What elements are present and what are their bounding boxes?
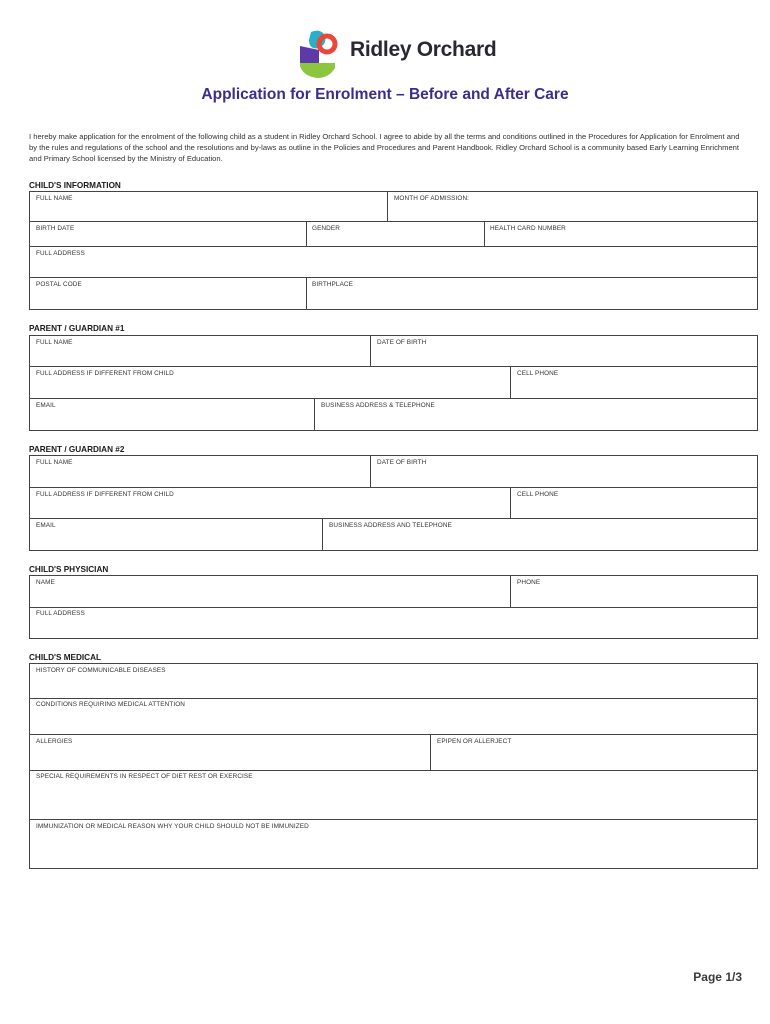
- medical-history-field[interactable]: HISTORY OF COMMUNICABLE DISEASES: [36, 667, 166, 674]
- divider: [29, 487, 758, 488]
- child-birthplace-field[interactable]: BIRTHPLACE: [312, 281, 354, 288]
- medical-allergies-field[interactable]: ALLERGIES: [36, 738, 73, 745]
- divider: [29, 770, 758, 771]
- divider: [430, 734, 431, 770]
- parent2-address-field[interactable]: FULL ADDRESS IF DIFFERENT FROM CHILD: [36, 491, 174, 498]
- divider: [29, 277, 758, 278]
- parent1-dob-field[interactable]: DATE OF BIRTH: [377, 339, 427, 346]
- section-heading-physician: CHILD'S PHYSICIAN: [29, 565, 109, 574]
- medical-conditions-field[interactable]: CONDITIONS REQUIRING MEDICAL ATTENTION: [36, 701, 186, 708]
- divider: [510, 575, 511, 607]
- section-heading-medical: CHILD'S MEDICAL: [29, 653, 101, 662]
- divider: [510, 366, 511, 398]
- medical-table: [29, 663, 758, 869]
- child-info-table: [29, 191, 758, 310]
- divider: [387, 191, 388, 221]
- physician-address-field[interactable]: FULL ADDRESS: [36, 610, 85, 617]
- divider: [29, 366, 758, 367]
- parent2-email-field[interactable]: EMAIL: [36, 522, 56, 529]
- parent2-full-name-field[interactable]: FULL NAME: [36, 459, 73, 466]
- child-full-address-field[interactable]: FULL ADDRESS: [36, 250, 85, 257]
- medical-epipen-field[interactable]: EPIPEN OR ALLERJECT: [437, 738, 512, 745]
- parent1-email-field[interactable]: EMAIL: [36, 402, 56, 409]
- divider: [29, 698, 758, 699]
- divider: [29, 607, 758, 608]
- divider: [322, 518, 323, 551]
- divider: [306, 277, 307, 310]
- divider: [29, 819, 758, 820]
- divider: [370, 335, 371, 366]
- divider: [306, 221, 307, 246]
- parent2-table: [29, 455, 758, 551]
- section-heading-parent1: PARENT / GUARDIAN #1: [29, 324, 125, 333]
- child-birth-date-field[interactable]: BIRTH DATE: [36, 225, 75, 232]
- parent2-business-field[interactable]: BUSINESS ADDRESS AND TELEPHONE: [329, 522, 452, 529]
- divider: [370, 455, 371, 487]
- divider: [484, 221, 485, 246]
- parent2-cell-field[interactable]: CELL PHONE: [517, 491, 559, 498]
- physician-name-field[interactable]: NAME: [36, 579, 55, 586]
- logo-mark-icon: [299, 26, 349, 80]
- child-postal-code-field[interactable]: POSTAL CODE: [36, 281, 82, 288]
- medical-special-field[interactable]: SPECIAL REQUIREMENTS IN RESPECT OF DIET REST OR EXERCISE: [36, 773, 253, 780]
- child-health-card-field[interactable]: HEALTH CARD NUMBER: [490, 225, 566, 232]
- divider: [29, 734, 758, 735]
- child-full-name-field[interactable]: FULL NAME: [36, 195, 73, 202]
- parent1-business-field[interactable]: BUSINESS ADDRESS & TELEPHONE: [321, 402, 435, 409]
- page-title: Application for Enrolment – Before and After Care: [201, 86, 569, 103]
- section-heading-child: CHILD'S INFORMATION: [29, 181, 121, 190]
- parent1-full-name-field[interactable]: FULL NAME: [36, 339, 73, 346]
- parent1-cell-field[interactable]: CELL PHONE: [517, 370, 559, 377]
- divider: [510, 487, 511, 518]
- divider: [29, 518, 758, 519]
- parent2-dob-field[interactable]: DATE OF BIRTH: [377, 459, 427, 466]
- divider: [29, 246, 758, 247]
- brand-name: Ridley Orchard: [350, 38, 497, 61]
- divider: [29, 398, 758, 399]
- child-gender-field[interactable]: GENDER: [312, 225, 340, 232]
- divider: [29, 221, 758, 222]
- parent1-address-field[interactable]: FULL ADDRESS IF DIFFERENT FROM CHILD: [36, 370, 174, 377]
- intro-paragraph: I hereby make application for the enrolment of the following child as a student in Ridley Orchard School. I agree to abide by all the terms and conditions outlined in the Procedures for Application for Enrolment and by the rules and regulations of the school and the resolutions and by-laws as outline in the Policies and Procedures and Parent Handbook. Ridley Orchard School is a community based Early Learning Enrichment and Primary School licensed by the Ministry of Education.: [29, 132, 740, 163]
- child-month-admission-field[interactable]: MONTH OF ADMISSION:: [394, 195, 470, 202]
- divider: [314, 398, 315, 431]
- section-heading-parent2: PARENT / GUARDIAN #2: [29, 445, 125, 454]
- page-number: Page 1/3: [693, 970, 742, 984]
- parent1-table: [29, 335, 758, 431]
- physician-phone-field[interactable]: PHONE: [517, 579, 541, 586]
- medical-immunization-field[interactable]: IMMUNIZATION OR MEDICAL REASON WHY YOUR CHILD SHOULD NOT BE IMMUNIZED: [36, 823, 309, 830]
